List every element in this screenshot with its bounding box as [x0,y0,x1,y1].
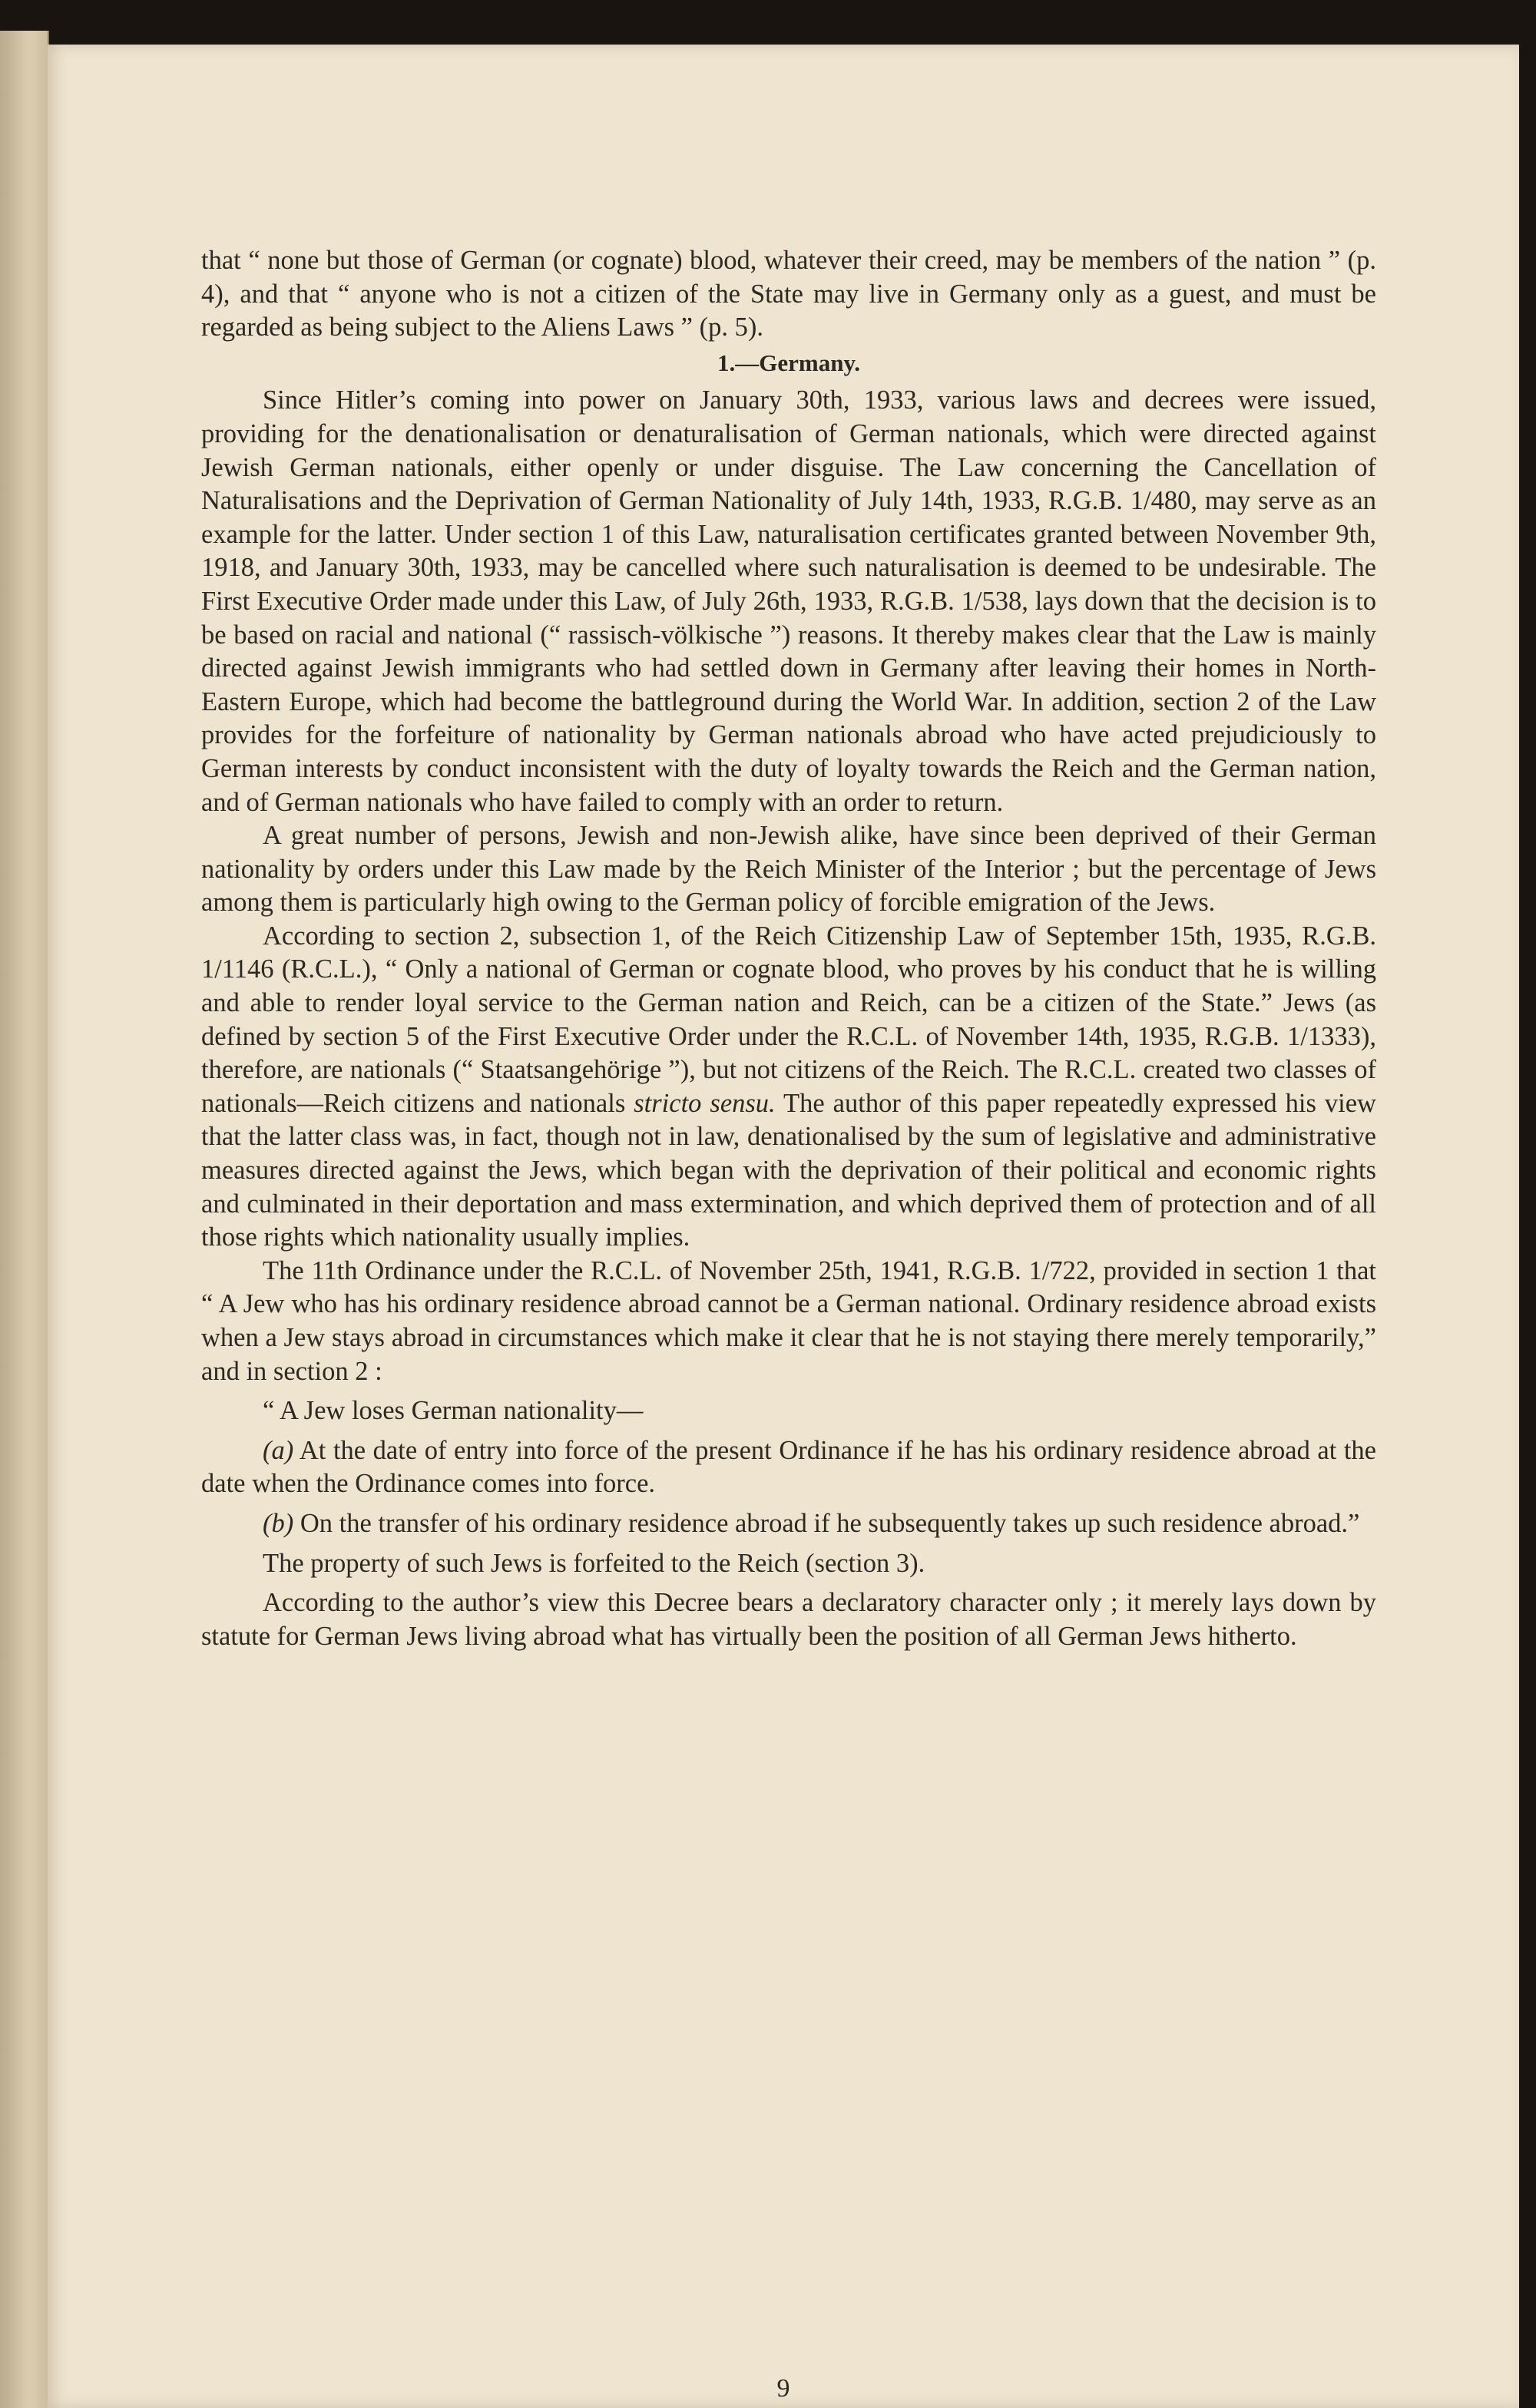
body-text [201,244,1376,1653]
quote-item-b-label: (b) [263,1508,294,1538]
paragraph-continuation: that “ none but those of German (or cognate) blood, whatever their creed, may be members of the nation ” (p. 4), and that “ anyone who is not a citizen of the State may live in Germany only as a guest, and must be regarded as being subject to the Aliens Laws ” (p. 5). [201,246,1376,342]
quote-item-a-text: At the date of entry into force of the present Ordinance if he has his ordinary residence abroad at the date when the Ordinance comes into force. [201,1435,1376,1499]
quote-item-b [201,1507,1376,1541]
quote-item-a-label: (a) [263,1435,294,1465]
document-page [48,45,1519,2408]
quote-item-b-text: On the transfer of his ordinary residence abroad if he subsequently takes up such residence abroad.” [293,1508,1360,1538]
paragraph-3 [201,920,1376,1255]
quote-item-a [201,1434,1376,1501]
paragraph-4: The 11th Ordinance under the R.C.L. of November 25th, 1941, R.G.B. 1/722, provided in section 1 that “ A Jew who has his ordinary residence abroad cannot be a German national. Ordinary residence abroad exists when a Jew stays abroad in circumstances which make it clear that he is not staying there merely temporarily,” and in section 2 : [201,1255,1376,1386]
paragraph-3-text-b: The author of this paper repeatedly expressed his view that the latter class was, in fact, though not in law, denationalised by the sum of legislative and administrative measures directed against the Jews, which began with the deprivation of their political and economic rights and culminated in their deportation and mass extermination, and which deprived them of protection and of all those rights which nationality usually implies. [201,1088,1376,1252]
paragraph-2: A great number of persons, Jewish and non-Jewish alike, have since been deprived of their German nationality by orders under this Law made by the Reich Minister of the Interior ; but the percentage of Jews among them is particularly high owing to the German policy of forcible emigration of the Jews. [201,821,1376,918]
page-number: 9 [776,2374,790,2403]
section-heading: 1.—Germany. [717,349,860,376]
quote-intro: “ A Jew loses German nationality— [263,1396,644,1426]
paragraph-property: The property of such Jews is forfeited to the Reich (section 3). [263,1548,925,1578]
paragraph-conclusion: According to the author’s view this Decree bears a declaratory character only ; it merely lays down by statute for German Jews living abroad what has virtually been the position of all German Jews hitherto. [201,1588,1376,1651]
previous-page-edge [0,31,49,2408]
paragraph-3-italic: stricto sensu. [634,1088,776,1118]
paragraph-3-text-a: According to section 2, subsection 1, of the Reich Citizenship Law of September 15th, 1935, R.G.B. 1/1146 (R.C.L.), “ Only a national of German or cognate blood, who proves by his conduct that he is willing and able to render loyal service to the German nation and Reich, can be a citizen of the State.” Jews (as defined by section 5 of the First Executive Order under the R.C.L. of November 14th, 1935, R.G.B. 1/1333), therefore, are nationals (“ Staatsangehörige ”), but not citizens of the Reich. The R.C.L. created two classes of nationals—Reich citizens and nationals [201,921,1376,1118]
paragraph-1: Since Hitler’s coming into power on January 30th, 1933, various laws and decrees were issued, providing for the denationalisation or denaturalisation of German nationals, which were directed against Jewish German nationals, either openly or under disguise. The Law concerning the Cancellation of Naturalisations and the Deprivation of German Nationality of July 14th, 1933, R.G.B. 1/480, may serve as an example for the latter. Under section 1 of this Law, naturalisation certificates granted between November 9th, 1918, and January 30th, 1933, may be cancelled where such naturalisation is deemed to be undesirable. The First Executive Order made under this Law, of July 26th, 1933, R.G.B. 1/538, lays down that the decision is to be based on racial and national (“ rassisch-völkische ”) reasons. It thereby makes clear that the Law is mainly directed against Jewish immigrants who had settled down in Germany after leaving their homes in North-Eastern Europe, which had become the battleground during the World War. In addition, section 2 of the Law provides for the forfeiture of nationality by German nationals abroad who have acted prejudiciously to German interests by conduct inconsistent with the duty of loyalty towards the Reich and the German nation, and of German nationals who have failed to comply with an order to return. [201,385,1376,817]
